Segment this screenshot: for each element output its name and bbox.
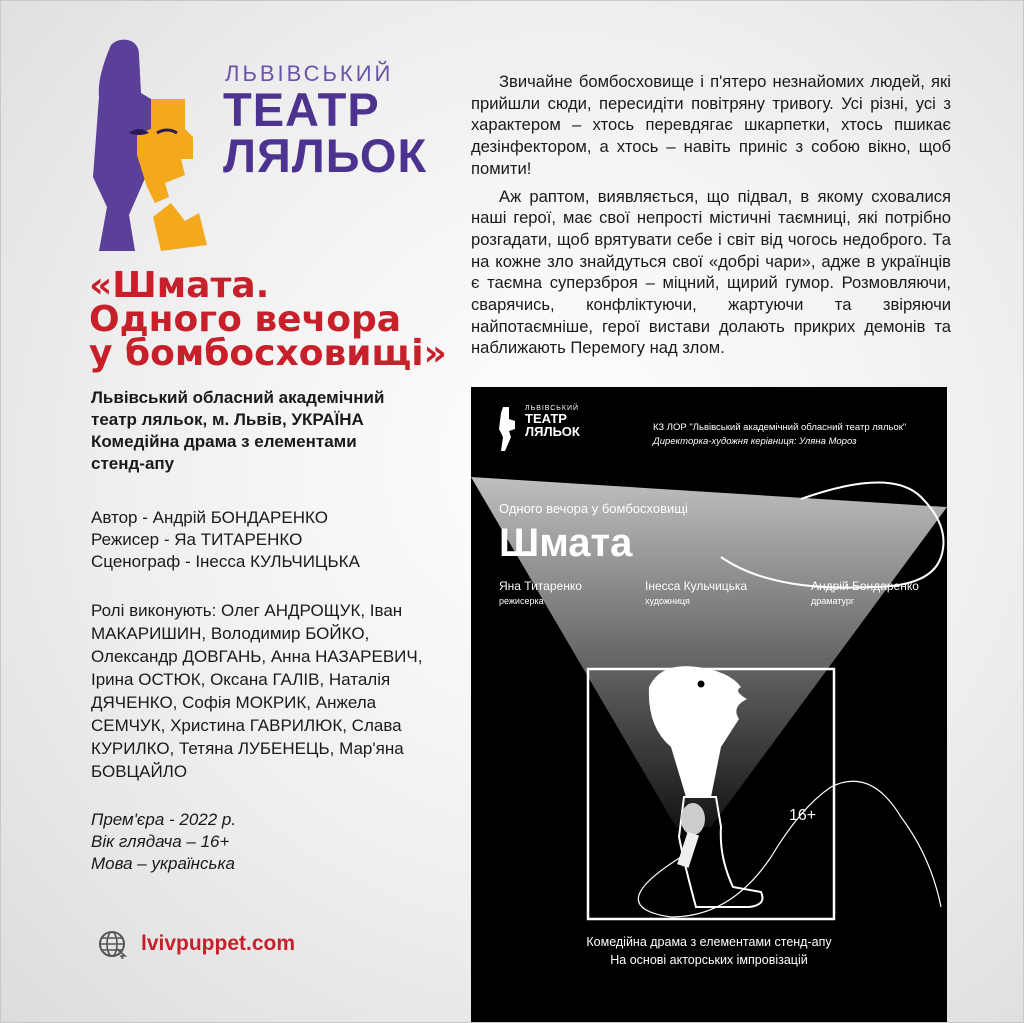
theatre-line-2: театр ляльок, м. Львів, УКРАЇНА [91,410,364,429]
credit-author: Автор - Андрій БОНДАРЕНКО [91,508,328,527]
play-title [89,265,447,374]
website-link[interactable]: lvivpuppet.com [141,932,296,955]
poster-credit-designer [645,579,747,606]
poster-title: Шмата [499,521,633,565]
play-title-line-1: «Шмата. [89,265,270,306]
microphone [681,803,705,835]
poster-logo-text [525,405,580,438]
poster-credit-name: Андрій Бондаренко [811,579,919,593]
poster-logo-line-1: ТЕАТР [525,411,567,426]
poster-artwork [471,387,947,1023]
poster-logo-small: ЛЬВІВСЬКИЙ [525,405,580,412]
poster-credit-name: Яна Титаренко [499,579,582,593]
description-paragraph-1: Звичайне бомбосховище і п'ятеро незнайомих людей, які прийшли сюди, пересидіти повітряну тривогу. Усі різні, усі з характером – хтось перевдягає шкарпетки, хтось пшикає дезінфектором, а хтось – навіть приніс з собою вікно, щоб помити! [471,72,951,178]
theatre-logo-text [223,61,428,182]
theatre-line-1: Львівський обласний академічний [91,388,385,407]
poster-age-badge: 16+ [789,807,817,824]
puppet-logo-icon [497,405,519,453]
theatre-logo-icon [89,37,219,257]
logo-small-text: ЛЬВІВСЬКИЙ [225,61,394,86]
age-limit: Вік глядача – 16+ [91,832,230,851]
theatre-line-3: Комедійна драма з елементами [91,432,357,451]
globe-icon [97,929,127,959]
poster-footer-line-1: Комедійна драма з елементами стенд-апу [586,935,832,949]
poster-footer-line-2: На основі акторських імпровізацій [610,953,808,967]
credits [91,507,441,573]
theatre-line-4: стенд-апу [91,454,175,473]
poster-logo [497,405,580,453]
credit-director: Режисер - Яа ТИТАРЕНКО [91,530,303,549]
language: Мова – українська [91,854,235,873]
website [97,929,295,959]
description-paragraph-2: Аж раптом, виявляється, що підвал, в якому сховалися наші герої, має свої непрості містичні таємниці, які потрібно розгадати, щоб врятувати себе і світ від чогось недоброго. Та на кожне зло знайдуться свої «добрі чари», адже в українців є таємна суперзброя – міцний, щирий гумор. Розмовляючи, сварячись, конфліктуючи, жартуючи та звіряючи найпотаємніше, герої вистави долають прикрих демонів та наближають Перемогу над злом. [471,186,951,358]
poster-org-name: КЗ ЛОР "Львівський академічний обласний театр ляльок" [653,422,907,433]
cast-list: Ролі виконують: Олег АНДРОЩУК, Іван МАКАРИШИН, Володимир БОЙКО, Олександр ДОВГАНЬ, Анна НАЗАРЕВИЧ, Ірина ОСТЮК, Оксана ГАЛІВ, Наталія ДЯЧЕНКО, Софія МОКРИК, Анжела СЕМЧУК, Христина ГАВРИЛЮК, Слава КУРИЛКО, Тетяна ЛУБЕНЕЦЬ, Мар'яна БОВЦАЙЛО [91,601,423,781]
poster-subtitle: Одного вечора у бомбосховищі [499,501,688,516]
poster-credit-name: Інесса Кульчицька [645,579,748,593]
poster-organization [653,421,906,449]
poster-footer [471,933,947,969]
poster [471,387,947,1023]
play-title-line-3: у бомбосховищі» [89,333,447,374]
poster-credit-role: драматург [811,596,855,606]
credit-designer: Сценограф - Інесса КУЛЬЧИЦЬКА [91,552,360,571]
logo-line-1: ТЕАТР [223,83,380,136]
show-info [91,809,391,875]
play-title-line-2: Одного вечора [89,299,402,340]
poster-credit-role: режисерка [499,596,544,606]
premiere: Прем'єра - 2022 р. [91,810,237,829]
poster-credit-author [811,579,919,606]
poster-credit-director [499,579,582,606]
poster-logo-line-2: ЛЯЛЬОК [525,424,580,439]
logo-line-2: ЛЯЛЬОК [223,129,428,182]
theatre-info [91,387,431,475]
poster-credit-role: художниця [645,596,690,606]
description [471,71,951,365]
poster-director-line: Директорка-художня керівниця: Уляна Мороз [653,436,857,447]
